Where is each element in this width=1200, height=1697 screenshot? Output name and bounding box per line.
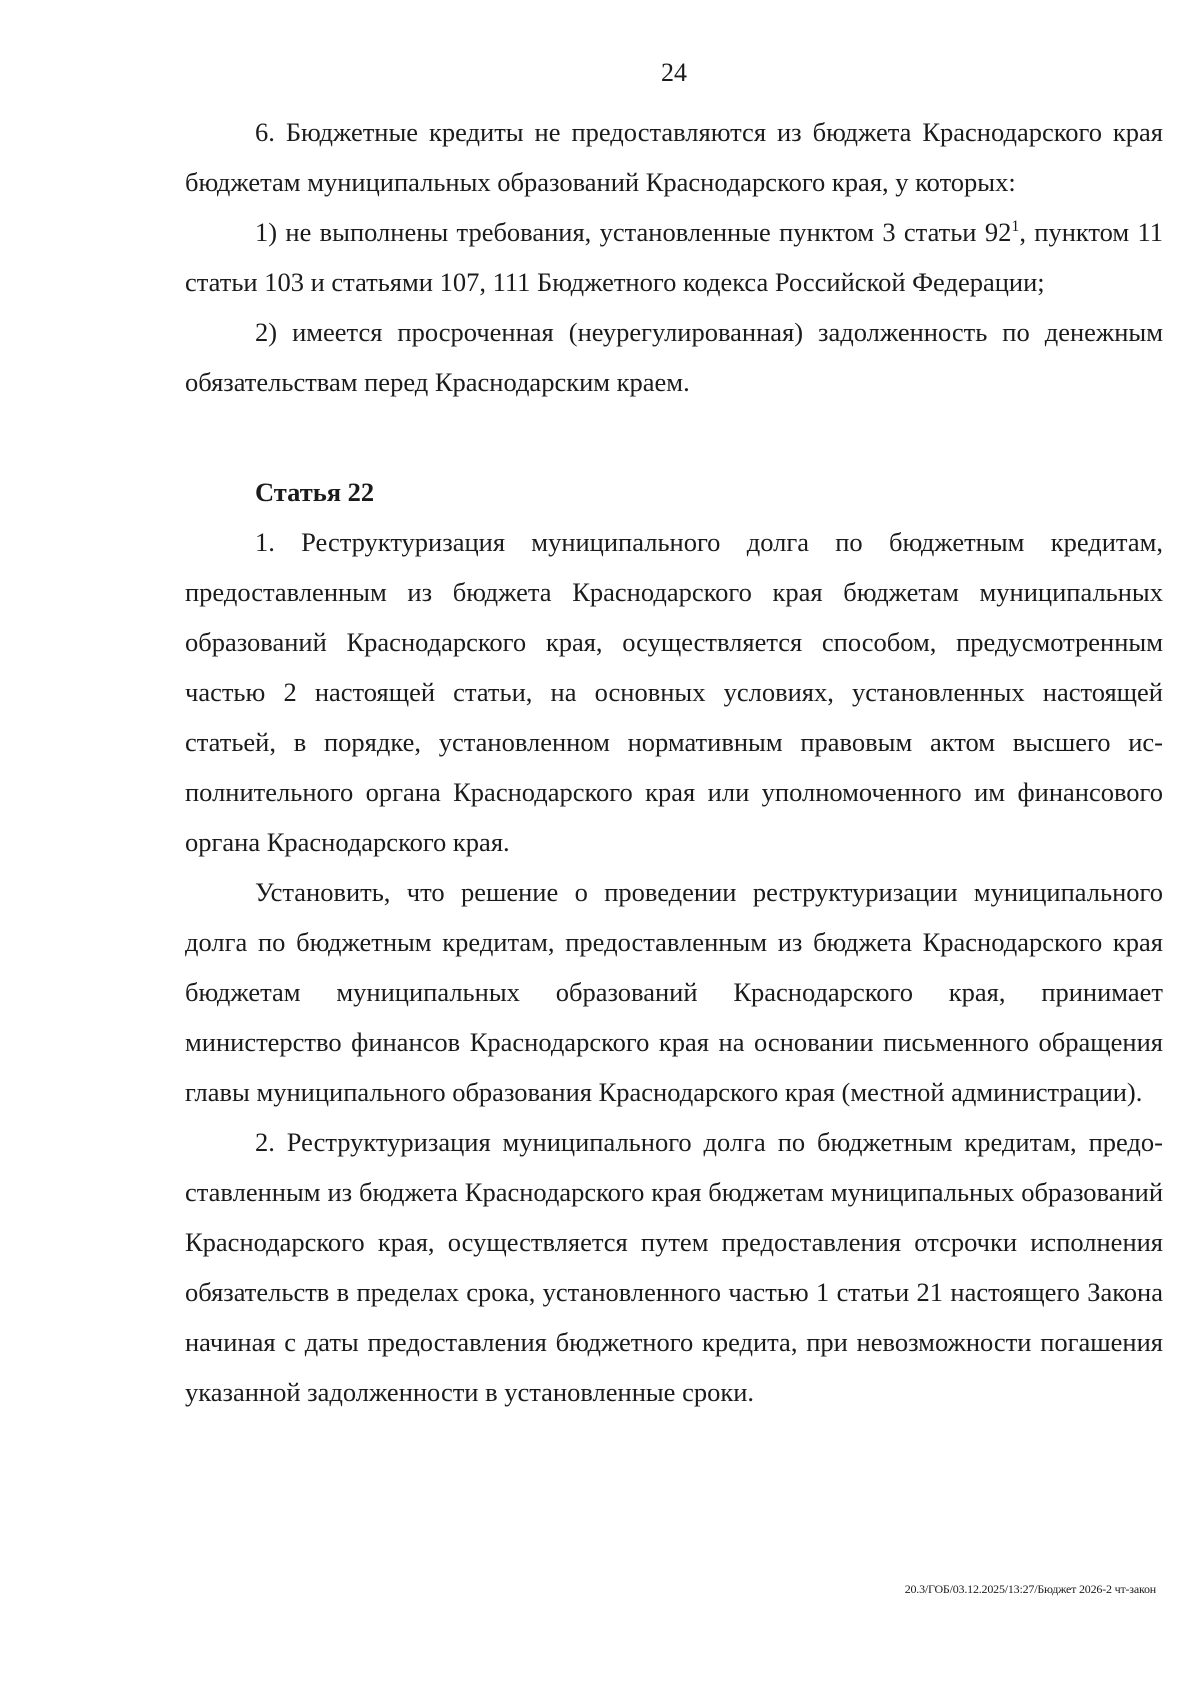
paragraph-6: 6. Бюджетные кредиты не предоставляются из бюджета Краснодарского края бюджетам муниципальных образований Краснодарского края, у которых:	[185, 117, 1163, 197]
item-1-text-after: , пунктом 11 статьи 103 и статьями 107, 111 Бюджетного кодекса Российской Федерации;	[185, 217, 1163, 297]
item-1-superscript: 1	[1011, 218, 1020, 235]
article-22-paragraph-1: 1. Реструктуризация муниципального долга по бюджетным кредитам, предоставленным из бюджета Краснодарского края бюджетам муниципальных образований Краснодарского края, осуществляется способом, предусмотренным частью 2 настоящей статьи, на основных условиях, установленных настоящей статьей, в порядке, установленном нормативным правовым актом высшего исполнительного органа Краснодарского края или уполномоченного им финансового органа Краснодарского края.	[185, 527, 1163, 857]
document-code-footer: 20.3/ГОБ/03.12.2025/13:27/Бюджет 2026-2 чт-закон	[904, 1582, 1156, 1596]
paragraph-6-item-2: 2) имеется просроченная (неурегулированная) задолженность по денежным обязательствам перед Краснодарским краем.	[185, 317, 1163, 397]
article-22-paragraph-1-cont: Установить, что решение о проведении реструктуризации муниципального долга по бюджетным кредитам, предоставленным из бюджета Краснодарского края бюджетам муниципальных образований Краснодарского края, принимает министерство финансов Краснодарского края на основании письменного обращения главы муниципального образования Краснодарского края (местной администрации).	[185, 877, 1163, 1107]
item-1-text-before: 1) не выполнены требования, установленные пунктом 3 статьи 92	[255, 217, 1012, 247]
document-body	[185, 107, 1163, 1417]
page-number: 24	[661, 58, 687, 87]
paragraph-6-item-1	[185, 207, 1163, 307]
article-heading: Статья 22	[255, 477, 375, 507]
article-22-paragraph-2: 2. Реструктуризация муниципального долга по бюджетным кредитам, предоставленным из бюджета Краснодарского края бюджетам муниципальных образований Краснодарского края, осуществляется путем предоставления отсрочки исполнения обязательств в пределах срока, установленного частью 1 статьи 21 настоящего Закона начиная с даты предоставления бюджетного кредита, при невозможности погашения указанной задолженности в установленные сроки.	[185, 1127, 1163, 1407]
